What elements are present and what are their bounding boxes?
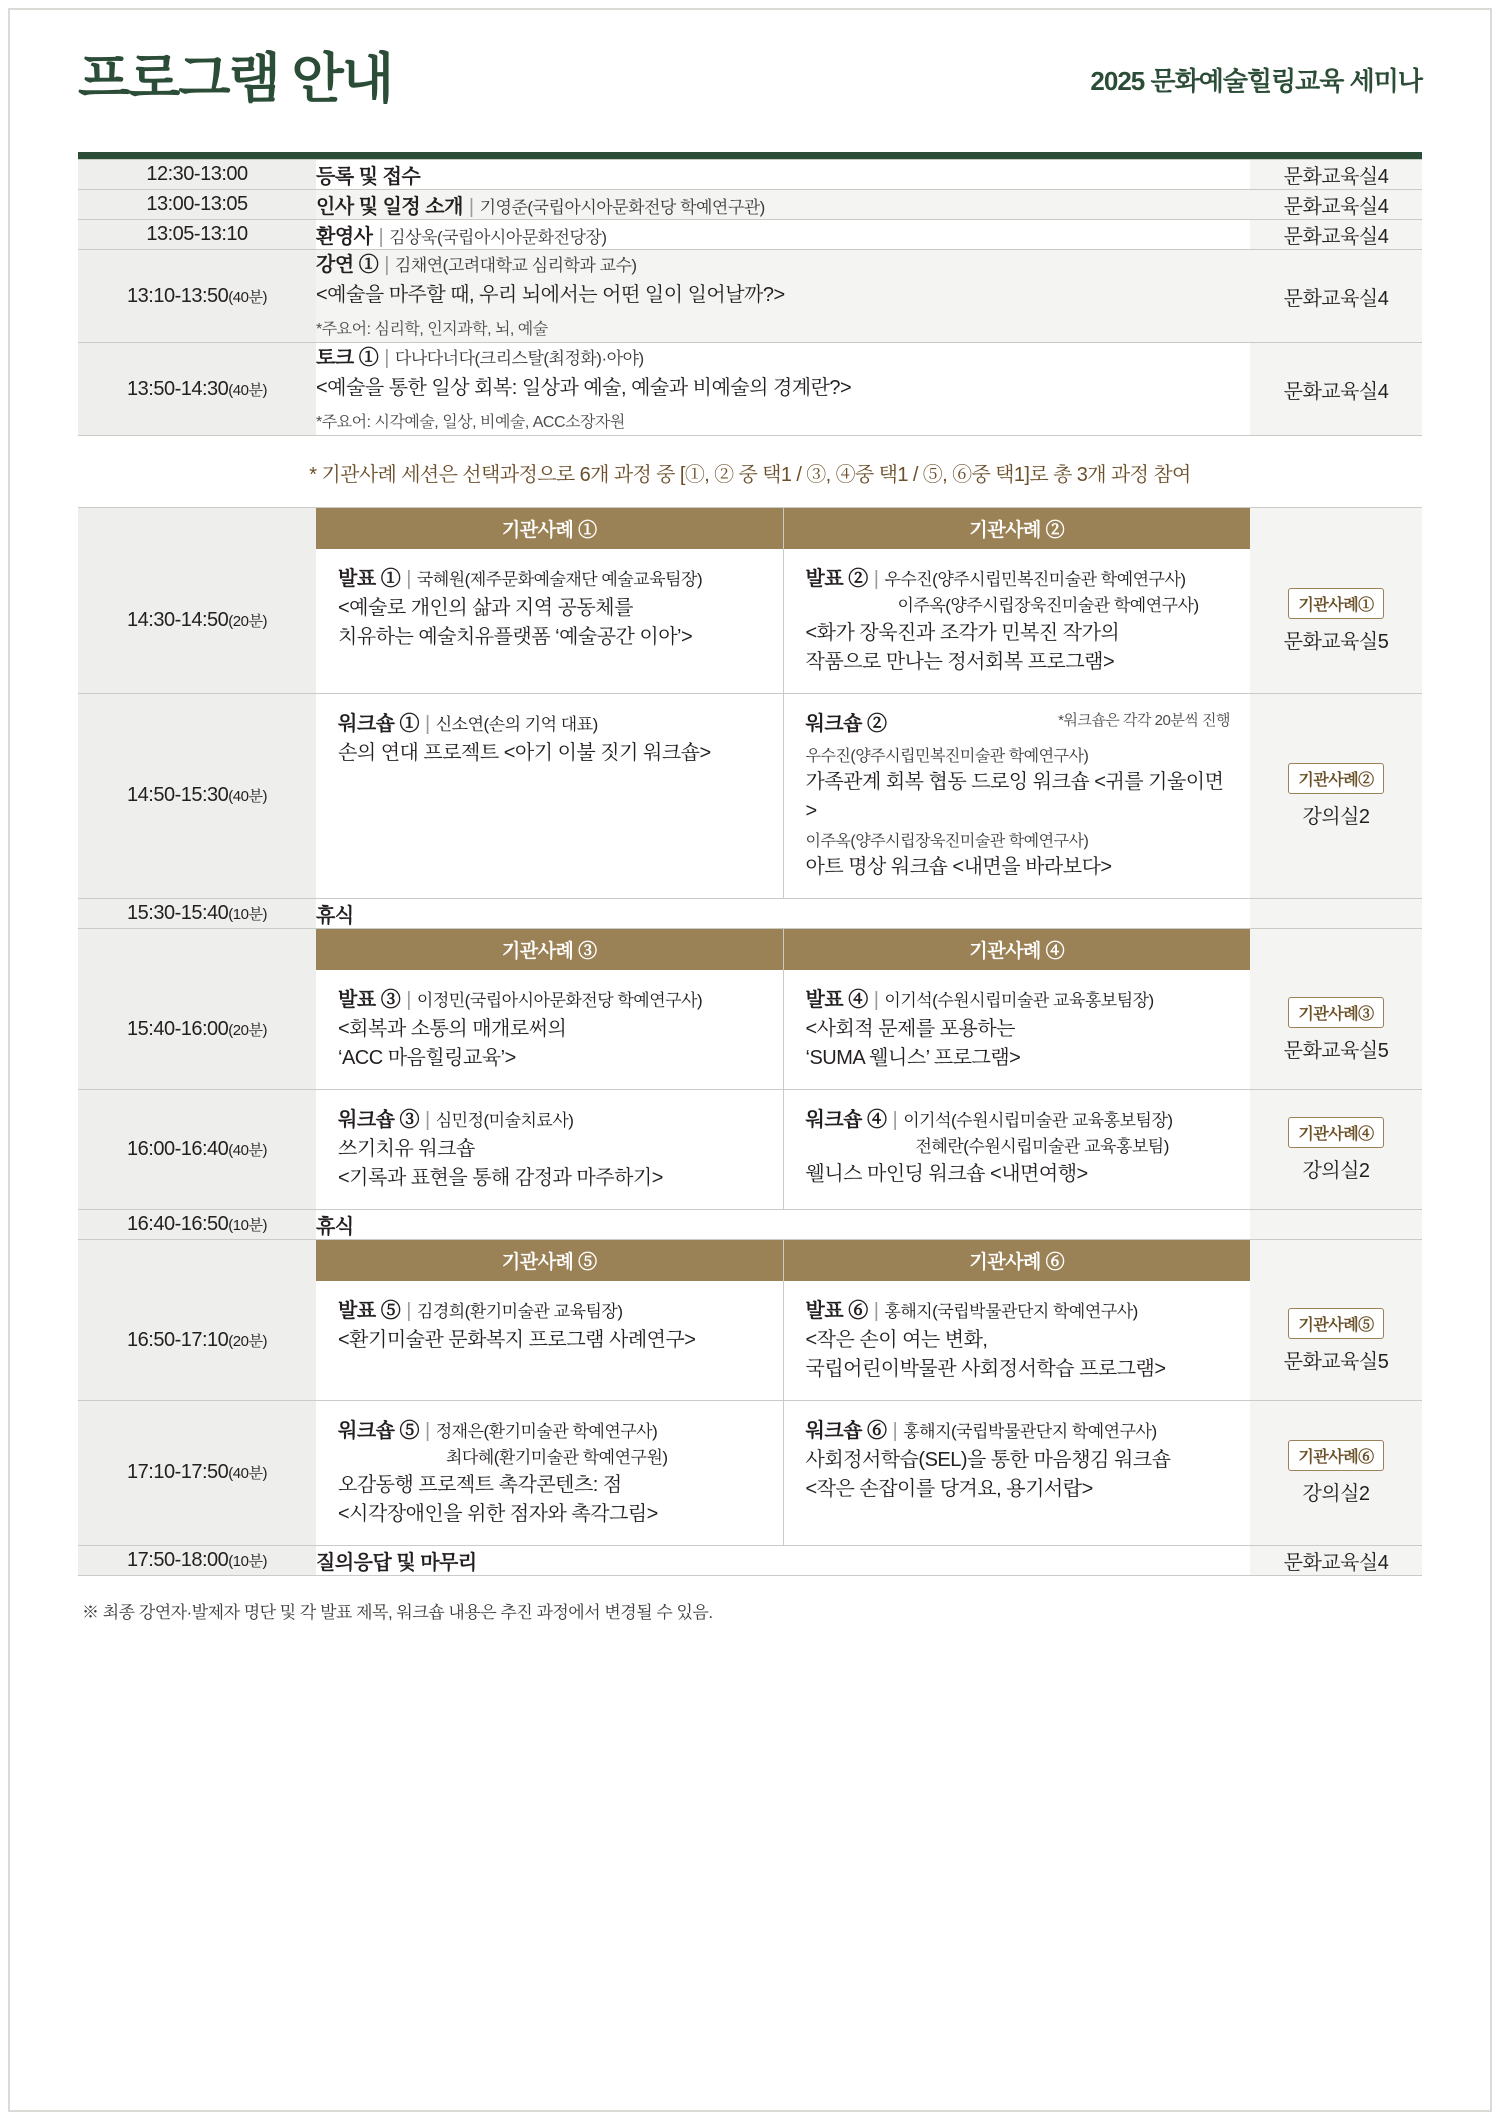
workshop-speaker-2: 최다혜(환기미술관 학예연구원) [446,1448,668,1468]
workshop-line: <시각장애인을 위한 점자와 촉각그림> [338,1502,658,1525]
row-content [316,899,1250,929]
case-head-cell [316,508,1250,550]
row-time [78,1545,316,1575]
workshop-line: 손의 연대 프로젝트 <아기 이불 짓기 워크숍> [338,741,711,764]
case-head-cell [316,1240,1250,1281]
row-title: 토크 ① [316,347,379,369]
row-speaker: 기영준(국립아시아문화전당 학예연구관) [479,198,765,217]
case-block-2 [78,929,1422,1240]
case-head-label: 기관사례 ① [316,508,783,549]
spacer-cell [78,1240,316,1281]
spacer-cell [1250,508,1422,550]
row-time-text: 14:30-14:50 [127,609,229,632]
row-keywords: *주요어: 심리학, 인지과학, 뇌, 예술 [316,321,548,338]
case-head-row [78,929,1422,970]
table-row [78,1281,1422,1401]
row-title: 환영사 [316,226,373,248]
table-row [78,1545,1422,1575]
case-head-label: 기관사례 ⑥ [784,1240,1251,1281]
presentation-speaker: 홍해지(국립박물관단지 학예연구사) [884,1302,1138,1322]
presentation-right: 발표 ⑥ | 홍해지(국립박물관단지 학예연구사) <작은 손이 여는 변화, 국립어린이박물관 사회정서학습 프로그램> [784,1281,1251,1400]
workshop-line: 오감동행 프로젝트 촉각콘텐츠: 점 [338,1473,622,1496]
spacer-cell [78,929,316,970]
row-time-text: 17:10-17:50 [127,1461,229,1484]
row-room [1250,899,1422,929]
case-head-label: 기관사례 ② [784,508,1251,549]
presentation-line: ‘ACC 마음힐링교육’> [338,1047,516,1070]
room-name: 문화교육실5 [1283,1350,1389,1373]
row-room [1250,970,1422,1090]
row-time [78,1210,316,1240]
row-time [78,1090,316,1210]
row-title: 질의응답 및 마무리 [316,1551,477,1574]
row-room [1250,1281,1422,1401]
presentation-label: 발표 ④ [805,989,868,1012]
row-time-text: 13:00-13:05 [146,193,248,215]
case-body-cell [316,970,1250,1090]
row-time [78,1401,316,1546]
table-row [78,250,1422,343]
presentation-label: 발표 ③ [338,989,401,1012]
status-badge: 기관사례⑥ [1288,1440,1383,1471]
presentation-left: 발표 ① | 국혜원(제주문화예술재단 예술교육팀장) <예술로 개인의 삶과 지역 공동체를 치유하는 예술치유플랫폼 ‘예술공간 이아’> [316,549,783,693]
row-room: 문화교육실4 [1250,220,1422,250]
row-duration: (40분) [228,1465,267,1483]
status-badge: 기관사례③ [1288,997,1383,1028]
workshop-speaker: 홍해지(국립박물관단지 학예연구사) [903,1422,1157,1442]
row-title: 휴식 [316,1216,354,1239]
workshop-label: 워크숍 ⑥ [805,1420,887,1443]
presentation-line: ‘SUMA 웰니스’ 프로그램> [805,1047,1021,1070]
row-time [78,160,316,190]
row-room: 문화교육실4 [1250,190,1422,220]
row-time [78,250,316,343]
workshop-label: 워크숍 ① [338,712,420,735]
row-time [78,343,316,436]
row-title: 인사 및 일정 소개 [316,196,463,218]
case-body-cell [316,549,1250,693]
presentation-line: <예술로 개인의 삶과 지역 공동체를 [338,597,633,619]
row-subject: <예술을 마주할 때, 우리 뇌에서는 어떤 일이 일어날까?> [316,284,785,306]
spacer-cell [78,508,316,550]
spacer-cell [1250,929,1422,970]
case-head-label: 기관사례 ⑤ [316,1240,783,1281]
presentation-speaker: 이정민(국립아시아문화전당 학예연구사) [416,991,703,1011]
row-time [78,693,316,898]
row-speaker: 김상욱(국립아시아문화전당장) [389,228,607,247]
table-row [78,1090,1422,1210]
row-time-text: 15:40-16:00 [127,1018,229,1041]
schedule-table [78,159,1422,436]
row-title: 휴식 [316,905,354,928]
case-body-cell [316,693,1250,898]
workshop-line: 사회정서학습(SEL)을 통한 마음챙김 워크숍 [805,1449,1171,1472]
workshop-speaker: 이기석(수원시립미술관 교육홍보팀장) [903,1111,1173,1131]
presentation-line: 국립어린이박물관 사회정서학습 프로그램> [805,1358,1166,1381]
table-row [78,160,1422,190]
presentation-line: <회복과 소통의 매개로써의 [338,1018,567,1041]
case-head-row [78,1240,1422,1281]
workshop-speaker: 이주옥(양주시립장욱진미술관 학예연구사) [805,832,1089,850]
document-header [78,49,1422,142]
room-name: 문화교육실5 [1283,1039,1389,1062]
case-body-cell [316,1090,1250,1210]
room-name: 강의실2 [1302,805,1370,828]
presentation-label: 발표 ① [338,568,401,590]
workshop-line: <작은 손잡이를 당겨요, 용기서랍> [805,1478,1093,1501]
workshop-right [784,694,1251,898]
row-time-text: 13:05-13:10 [146,223,248,245]
footnote: ※ 최종 강연자·발제자 명단 및 각 발표 제목, 워크숍 내용은 추진 과정에서 변경될 수 있음. [82,1602,713,1622]
presentation-label: 발표 ⑤ [338,1300,401,1323]
row-time-text: 16:00-16:40 [127,1138,229,1161]
presentation-line: 치유하는 예술치유플랫폼 ‘예술공간 이아’> [338,626,693,648]
row-content: 토크 ① | 다나다너다(크리스탈(최정화)·아야) <예술을 통한 일상 회복: 일상과 예술, 예술과 비예술의 경계란?> *주요어: 시각예술, 일상, 비예술, ACC소장자원 [316,343,1250,436]
presentation-speaker-2: 이주옥(양주시립장욱진미술관 학예연구사) [897,596,1199,615]
row-room [1250,1210,1422,1240]
status-badge: 기관사례① [1288,588,1383,619]
row-title: 강연 ① [316,254,379,276]
table-row [78,1401,1422,1546]
row-room [1250,693,1422,898]
case-block-3 [78,1240,1422,1576]
case-body-cell [316,1401,1250,1546]
row-time-text: 14:50-15:30 [127,784,229,807]
workshop-speaker: 심민정(미술치료사) [435,1111,574,1131]
workshop-left: 워크숍 ③ | 심민정(미술치료사) 쓰기치유 워크숍 <기록과 표현을 통해 감정과 마주하기> [316,1090,783,1209]
room-name: 강의실2 [1302,1159,1370,1182]
row-room [1250,1401,1422,1546]
row-content [316,1210,1250,1240]
seminar-name: 2025 문화예술힐링교육 세미나 [1090,66,1422,96]
row-room: 문화교육실4 [1250,1545,1422,1575]
workshop-line: 웰니스 마인딩 워크숍 <내면여행> [805,1162,1088,1185]
row-duration: (20분) [228,1333,267,1351]
row-time [78,1281,316,1401]
title-underline [78,152,1422,159]
presentation-left: 발표 ③ | 이정민(국립아시아문화전당 학예연구사) <회복과 소통의 매개로써의 ‘ACC 마음힐링교육’> [316,970,783,1089]
row-time-text: 17:50-18:00 [127,1548,229,1571]
row-time [78,220,316,250]
row-room: 문화교육실4 [1250,343,1422,436]
workshop-label: 워크숍 ③ [338,1109,420,1132]
row-duration: (10분) [228,906,267,924]
row-time-text: 13:50-14:30 [127,377,229,400]
row-time [78,899,316,929]
presentation-speaker: 김경희(환기미술관 교육팀장) [416,1302,623,1322]
row-time-text: 15:30-15:40 [127,902,229,925]
status-badge: 기관사례② [1288,763,1383,794]
workshop-speaker: 정재은(환기미술관 학예연구사) [435,1422,658,1442]
case-head-row [78,508,1422,550]
row-duration: (40분) [228,788,267,806]
workshop-left: 워크숍 ⑤ | 정재은(환기미술관 학예연구사) 최다혜(환기미술관 학예연구원) 오감동행 프로젝트 촉각콘텐츠: 점 <시각장애인을 위한 점자와 촉각그림> [316,1401,783,1545]
page-title: 프로그램 안내 [78,49,392,109]
row-time-text: 13:10-13:50 [127,284,229,307]
row-speaker: 다나다너다(크리스탈(최정화)·아야) [394,349,644,368]
row-duration: (20분) [228,1022,267,1040]
row-room [1250,1090,1422,1210]
row-time-text: 16:40-16:50 [127,1213,229,1236]
presentation-line: <환기미술관 문화복지 프로그램 사례연구> [338,1329,696,1352]
row-time [78,190,316,220]
row-subject: <예술을 통한 일상 회복: 일상과 예술, 예술과 비예술의 경계란?> [316,377,852,399]
workshop-speaker: 우수진(양주시립민복진미술관 학예연구사) [805,747,1089,765]
row-duration: (40분) [228,1142,267,1160]
status-badge: 기관사례⑤ [1288,1308,1383,1339]
row-keywords: *주요어: 시각예술, 일상, 비예술, ACC소장자원 [316,414,625,431]
row-title: 등록 및 접수 [316,166,421,188]
presentation-left: 발표 ⑤ | 김경희(환기미술관 교육팀장) <환기미술관 문화복지 프로그램 사례연구> [316,1281,783,1400]
status-badge: 기관사례④ [1288,1117,1383,1148]
table-row [78,220,1422,250]
workshop-note: *워크숍은 각각 20분씩 진행 [1058,711,1230,729]
row-content: 강연 ① | 김채연(고려대학교 심리학과 교수) <예술을 마주할 때, 우리 뇌에서는 어떤 일이 일어날까?> *주요어: 심리학, 인지과학, 뇌, 예술 [316,250,1250,343]
row-content [316,160,1250,190]
row-room: 문화교육실4 [1250,160,1422,190]
presentation-line: <작은 손이 여는 변화, [805,1329,988,1352]
table-row [78,970,1422,1090]
workshop-label: 워크숍 ② [805,712,887,735]
case-body-cell [316,1281,1250,1401]
presentation-speaker: 이기석(수원시립미술관 교육홍보팀장) [884,991,1154,1011]
presentation-label: 발표 ⑥ [805,1300,868,1323]
presentation-line: <화가 장욱진과 조각가 민복진 작가의 [805,621,1120,644]
room-name: 강의실2 [1302,1482,1370,1505]
table-row [78,693,1422,898]
spacer-cell [1250,1240,1422,1281]
row-speaker: 김채연(고려대학교 심리학과 교수) [394,256,637,275]
workshop-label: 워크숍 ⑤ [338,1420,420,1443]
presentation-line: <사회적 문제를 포용하는 [805,1018,1015,1041]
workshop-left: 워크숍 ① | 신소연(손의 기억 대표) 손의 연대 프로젝트 <아기 이불 짓기 워크숍> [316,694,783,898]
room-name: 문화교육실5 [1283,630,1389,653]
row-content: 환영사 | 김상욱(국립아시아문화전당장) [316,220,1250,250]
table-row [78,190,1422,220]
row-content [316,1545,1250,1575]
presentation-right: 발표 ④ | 이기석(수원시립미술관 교육홍보팀장) <사회적 문제를 포용하는 ‘SUMA 웰니스’ 프로그램> [784,970,1251,1089]
presentation-line: 작품으로 만나는 정서회복 프로그램> [805,650,1115,673]
case-head-cell [316,929,1250,970]
presentation-right: 발표 ② | 우수진(양주시립민복진미술관 학예연구사) 이주옥(양주시립장욱진미술관 학예연구사) <화가 장욱진과 조각가 민복진 작가의 작품으로 만나는 정서회복 프로그램> [784,549,1251,693]
table-row [78,549,1422,693]
workshop-speaker-2: 전혜란(수원시립미술관 교육홍보팀) [915,1137,1169,1157]
table-row [78,1210,1422,1240]
row-time-text: 16:50-17:10 [127,1329,229,1352]
presentation-label: 발표 ② [805,568,868,590]
row-duration: (10분) [228,1217,267,1235]
workshop-line: <기록과 표현을 통해 감정과 마주하기> [338,1167,663,1190]
case-head-label: 기관사례 ③ [316,929,783,970]
workshop-line: 아트 명상 워크숍 <내면을 바라보다> [805,856,1112,879]
row-room [1250,549,1422,693]
row-time [78,549,316,693]
presentation-speaker: 우수진(양주시립민복진미술관 학예연구사) [884,570,1186,589]
row-content: 인사 및 일정 소개 | 기영준(국립아시아문화전당 학예연구관) [316,190,1250,220]
case-head-label: 기관사례 ④ [784,929,1251,970]
case-block-1 [78,507,1422,929]
selection-note: * 기관사례 세션은 선택과정으로 6개 과정 중 [①, ② 중 택1 / ③, ④중 택1 / ⑤, ⑥중 택1]로 총 3개 과정 참여 [78,436,1422,507]
table-row [78,899,1422,929]
table-row [78,343,1422,436]
row-duration: (40분) [228,381,267,399]
workshop-line: 쓰기치유 워크숍 [338,1138,475,1161]
workshop-speaker: 신소연(손의 기억 대표) [435,714,598,734]
row-duration: (10분) [228,1552,267,1570]
row-duration: (20분) [228,613,267,631]
workshop-right: 워크숍 ⑥ | 홍해지(국립박물관단지 학예연구사) 사회정서학습(SEL)을 통한 마음챙김 워크숍 <작은 손잡이를 당겨요, 용기서랍> [784,1401,1251,1545]
row-time [78,970,316,1090]
workshop-right: 워크숍 ④ | 이기석(수원시립미술관 교육홍보팀장) 전혜란(수원시립미술관 교육홍보팀) 웰니스 마인딩 워크숍 <내면여행> [784,1090,1251,1209]
row-room: 문화교육실4 [1250,250,1422,343]
workshop-line: 가족관계 회복 협동 드로잉 워크숍 <귀를 기울이면> [805,770,1224,822]
workshop-label: 워크숍 ④ [805,1109,887,1132]
row-time-text: 12:30-13:00 [146,163,248,185]
presentation-speaker: 국혜원(제주문화예술재단 예술교육팀장) [416,570,703,589]
row-duration: (40분) [228,288,267,306]
